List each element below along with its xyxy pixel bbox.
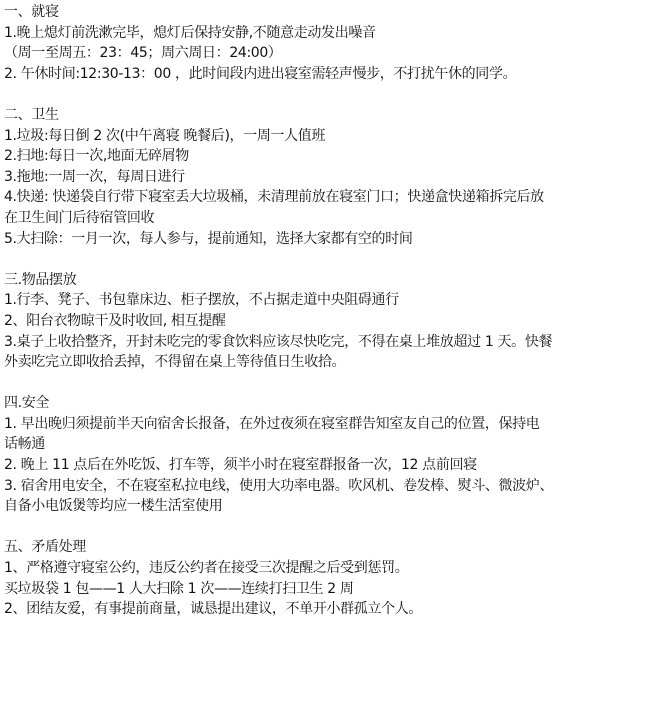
section-conflicts [4, 537, 668, 619]
rule-line: （周一至周五：23：45；周六周日：24:00） [4, 45, 282, 62]
rule-line: 1.垃圾:每日倒 2 次(中午离寝 晚餐后)，一周一人值班 [4, 127, 326, 144]
section-spacer [4, 517, 668, 538]
rule-line: 2、阳台衣物晾干及时收回, 相互提醒 [4, 312, 226, 329]
section-heading: 五、矛盾处理 [4, 539, 86, 556]
dorm-rules-document [4, 2, 668, 620]
rule-line: 1.晚上熄灯前洗漱完毕，熄灯后保持安静,不随意走动发出噪音 [4, 24, 376, 41]
rule-line: 2. 晚上 11 点后在外吃饭、打车等，须半小时在寝室群报备一次，12 点前回寝 [4, 457, 477, 474]
section-safety [4, 393, 668, 517]
section-spacer [4, 373, 668, 394]
rule-line: 4.快递: 快递袋自行带下寝室丢大垃圾桶，未清理前放在寝室门口；快递盒快递箱拆完后放 [4, 189, 544, 206]
rule-line: 1、严格遵守寝室公约，违反公约者在接受三次提醒之后受到惩罚。 [4, 560, 409, 577]
rule-line: 3.桌子上收拾整齐，开封未吃完的零食饮料应该尽快吃完，不得在桌上堆放超过 1 天。快餐 [4, 333, 553, 350]
section-hygiene [4, 105, 668, 249]
rule-line: 5.大扫除：一月一次，每人参与，提前通知，选择大家都有空的时间 [4, 230, 413, 247]
rule-line: 2.扫地:每日一次,地面无碎屑物 [4, 148, 189, 165]
rule-line: 1. 早出晚归须提前半天向宿舍长报备，在外过夜须在寝室群告知室友自己的位置，保持电 [4, 415, 540, 432]
section-heading: 四.安全 [4, 395, 50, 412]
rule-line: 外卖吃完立即收拾丢掉，不得留在桌上等待值日生收拾。 [4, 354, 346, 371]
section-belongings [4, 270, 668, 373]
section-spacer [4, 84, 668, 105]
section-heading: 三.物品摆放 [4, 271, 77, 288]
rule-line: 2、团结友爱，有事提前商量，诚恳提出建议，不单开小群孤立个人。 [4, 601, 423, 618]
rule-line: 自备小电饭煲等均应一楼生活室使用 [4, 498, 223, 515]
section-sleep [4, 2, 668, 84]
section-heading: 二、卫生 [4, 106, 59, 123]
rule-line: 话畅通 [4, 436, 45, 453]
rule-line: 3. 宿舍用电安全，不在寝室私拉电线，使用大功率电器。吹风机、卷发棒、熨斗、微波炉、 [4, 477, 554, 494]
rule-line: 买垃圾袋 1 包——1 人大扫除 1 次——连续打扫卫生 2 周 [4, 580, 354, 597]
section-spacer [4, 249, 668, 270]
section-heading: 一、就寝 [4, 4, 59, 20]
rule-line: 3.拖地:一周一次，每周日进行 [4, 168, 185, 185]
rule-line: 2. 午休时间:12:30-13：00 ，此时间段内进出寝室需轻声慢步，不打扰午休的同学。 [4, 65, 517, 82]
rule-line: 在卫生间门后待宿管回收 [4, 209, 155, 226]
rule-line: 1.行李、凳子、书包靠床边、柜子摆放，不占据走道中央阻碍通行 [4, 292, 399, 309]
